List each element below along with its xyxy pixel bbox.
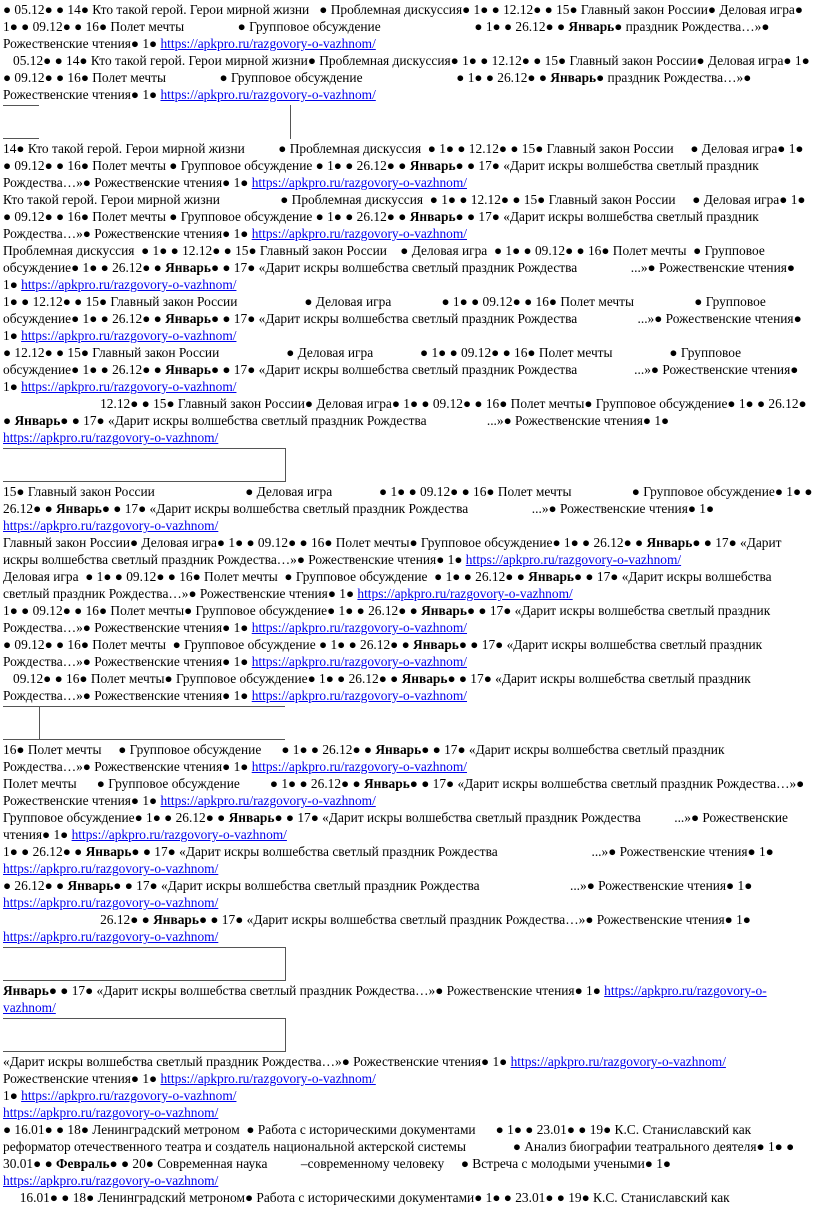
- resource-link[interactable]: https://apkpro.ru/razgovory-o-vazhnom/: [21, 379, 237, 394]
- schedule-paragraph: [3, 602, 813, 636]
- resource-link[interactable]: https://apkpro.ru/razgovory-o-vazhnom/: [3, 1105, 219, 1120]
- schedule-text: 1● ● 12.12● ● 15● Главный закон России ● Деловая игра ● 1● ● 09.12● ● 16● Полет мечты ● Групповое обсуждение● 1● ● 26.12● ●: [3, 294, 766, 326]
- resource-link[interactable]: https://apkpro.ru/razgovory-o-vazhnom/: [251, 759, 468, 774]
- schedule-paragraph: [3, 395, 813, 446]
- schedule-paragraph: [3, 809, 813, 843]
- table-frame-lines: [3, 947, 813, 981]
- schedule-text: 1● ● 26.12● ●: [3, 844, 86, 859]
- month-label: Январь: [550, 70, 597, 85]
- schedule-text: ● 26.12● ●: [3, 878, 68, 893]
- frame-line: [3, 105, 39, 106]
- schedule-text: ● ● 17● «Дарит искры волшебства светлый праздник Рождества ...»● Рожественские чтения● 1●: [101, 501, 715, 516]
- frame-line: [3, 1051, 285, 1052]
- schedule-text: Деловая игра ● 1● ● 09.12● ● 16● Полет мечты ● Групповое обсуждение ● 1● ● 26.12● ●: [3, 569, 529, 584]
- resource-link[interactable]: https://apkpro.ru/razgovory-o-vazhnom/: [3, 1173, 219, 1188]
- table-frame-lines: [3, 706, 813, 740]
- frame-line: [3, 980, 285, 981]
- schedule-text: ● ● 17● «Дарит искры волшебства светлый праздник Рождества…»● Рожественские чтения● 1●: [198, 912, 751, 927]
- schedule-text: ● ● 17● «Дарит искры волшебства светлый праздник Рождества…»● Рожественские чтения● 1●: [3, 776, 805, 808]
- month-label: Январь: [363, 776, 410, 791]
- month-label: Январь: [375, 742, 422, 757]
- month-label: Январь: [165, 311, 211, 326]
- resource-link[interactable]: https://apkpro.ru/razgovory-o-vazhnom/: [3, 983, 767, 1015]
- resource-link[interactable]: https://apkpro.ru/razgovory-o-vazhnom/: [251, 226, 468, 241]
- schedule-text: ● ● 17● «Дарит искры волшебства светлый праздник Рождества…»● Рожественские чтения● 1●: [3, 671, 751, 703]
- frame-line: [39, 706, 40, 740]
- schedule-text: ● ● 17● «Дарит искры волшебства светлый праздник Рождества ...»● Рожественские чтения● 1●: [113, 878, 753, 893]
- month-label: Январь: [409, 158, 456, 173]
- resource-link[interactable]: https://apkpro.ru/razgovory-o-vazhnom/: [160, 36, 376, 51]
- resource-link[interactable]: https://apkpro.ru/razgovory-o-vazhnom/: [160, 87, 376, 102]
- schedule-paragraph: [3, 1189, 813, 1206]
- schedule-text: 26.12● ●: [3, 912, 154, 927]
- schedule-text: ● ● 17● «Дарит искры волшебства светлый праздник Рождества ...»● Рожественские чтения● 1●: [3, 362, 799, 394]
- schedule-paragraph: [3, 1070, 813, 1087]
- resource-link[interactable]: https://apkpro.ru/razgovory-o-vazhnom/: [3, 430, 219, 445]
- table-frame-lines: [3, 105, 813, 139]
- month-label: Январь: [165, 362, 211, 377]
- schedule-text: Групповое обсуждение● 1● ● 26.12● ●: [3, 810, 229, 825]
- month-label: Январь: [528, 569, 574, 584]
- schedule-text: ● ● 17● «Дарит искры волшебства светлый праздник Рождества ...»● Рожественские чтения● 1●: [3, 311, 802, 343]
- schedule-paragraph: [3, 483, 813, 534]
- month-label: Январь: [409, 209, 456, 224]
- schedule-paragraph: [3, 1, 813, 52]
- schedule-text: ● ● 17● «Дарит искры волшебства светлый праздник Рождества…»● Рожественские чтения● 1●: [3, 742, 725, 774]
- frame-line: [3, 739, 285, 740]
- month-label: Январь: [646, 535, 693, 550]
- schedule-text: ● ● 17● «Дарит искры волшебства светлый праздник Рождества…»● Рожественские чтения● 1●: [3, 569, 772, 601]
- schedule-paragraph: [3, 670, 813, 704]
- schedule-paragraph: [3, 344, 813, 395]
- schedule-paragraph: [3, 191, 813, 242]
- frame-line: [3, 138, 39, 139]
- month-label: Январь: [56, 501, 102, 516]
- schedule-text: ● ● 17● «Дарит искры волшебства светлый праздник Рождества ...»● Рожественские чтения● 1●: [3, 260, 795, 292]
- schedule-text: ● ● 20● Современная наука –современному человеку ● Встреча с молодыми учеными● 1●: [109, 1156, 671, 1171]
- resource-link[interactable]: https://apkpro.ru/razgovory-o-vazhnom/: [21, 328, 237, 343]
- schedule-text: 14● Кто такой герой. Герои мирной жизни ● Проблемная дискуссия ● 1● ● 12.12● ● 15● Главный закон России ● Деловая игра● 1● ● 09.12● ● 16● Полет мечты ● Групповое обсуждение ● 1● ● 26.12● ●: [3, 141, 804, 173]
- resource-link[interactable]: https://apkpro.ru/razgovory-o-vazhnom/: [3, 895, 219, 910]
- schedule-paragraph: [3, 982, 813, 1016]
- schedule-text: 16.01● ● 18● Ленинградский метроном● Работа с историческими документами● 1● ● 23.01● ● 19● К.С. Станиславский как: [3, 1190, 730, 1205]
- schedule-text: Полет мечты ● Групповое обсуждение ● 1● ● 26.12● ●: [3, 776, 364, 791]
- schedule-text: Проблемная дискуссия ● 1● ● 12.12● ● 15● Главный закон России ● Деловая игра ● 1● ● 09.12● ● 16● Полет мечты ● Групповое обсуждение● 1● ● 26.12● ●: [3, 243, 765, 275]
- resource-link[interactable]: https://apkpro.ru/razgovory-o-vazhnom/: [21, 1088, 237, 1103]
- schedule-text: 12.12● ● 15● Главный закон России● Деловая игра● 1● ● 09.12● ● 16● Полет мечты● Групповое обсуждение● 1● ● 26.12● ●: [3, 396, 807, 428]
- month-label: Январь: [568, 19, 615, 34]
- schedule-text: 15● Главный закон России ● Деловая игра ● 1● ● 09.12● ● 16● Полет мечты ● Групповое обсуждение● 1● ● 26.12● ●: [3, 484, 813, 516]
- resource-link[interactable]: https://apkpro.ru/razgovory-o-vazhnom/: [71, 827, 287, 842]
- month-label: Январь: [85, 844, 132, 859]
- schedule-text: 16● Полет мечты ● Групповое обсуждение ● 1● ● 26.12● ●: [3, 742, 376, 757]
- schedule-paragraph: [3, 568, 813, 602]
- schedule-text: ● праздник Рождества…»● Рожественские чтения● 1●: [3, 70, 752, 102]
- schedule-paragraph: [3, 534, 813, 568]
- schedule-text: ● ● 17● «Дарит искры волшебства светлый праздник Рождества…»● Рожественские чтения● 1●: [3, 535, 782, 567]
- schedule-text: ● 09.12● ● 16● Полет мечты ● Групповое обсуждение ● 1● ● 26.12● ●: [3, 637, 414, 652]
- month-label: Январь: [413, 637, 459, 652]
- resource-link[interactable]: https://apkpro.ru/razgovory-o-vazhnom/: [21, 277, 237, 292]
- schedule-text: 09.12● ● 16● Полет мечты● Групповое обсуждение● 1● ● 26.12● ●: [3, 671, 402, 686]
- schedule-text: ● ● 17● «Дарит искры волшебства светлый праздник Рождества…»● Рожественские чтения● 1●: [48, 983, 605, 998]
- schedule-paragraph: [3, 636, 813, 670]
- schedule-text: Рожественские чтения● 1●: [3, 1071, 161, 1086]
- resource-link[interactable]: https://apkpro.ru/razgovory-o-vazhnom/: [251, 175, 468, 190]
- resource-link[interactable]: https://apkpro.ru/razgovory-o-vazhnom/: [357, 586, 573, 601]
- schedule-text: ● ● 17● «Дарит искры волшебства светлый праздник Рождества ...»● Рожественские чтения● 1●: [60, 413, 670, 428]
- schedule-paragraph: [3, 741, 813, 775]
- schedule-text: ● 12.12● ● 15● Главный закон России ● Деловая игра ● 1● ● 09.12● ● 16● Полет мечты ● Групповое обсуждение● 1● ● 26.12● ●: [3, 345, 742, 377]
- frame-line: [285, 1018, 286, 1052]
- schedule-paragraph: [3, 293, 813, 344]
- schedule-text: ● 16.01● ● 18● Ленинградский метроном ● Работа с историческими документами ● 1● ● 23.01● ● 19● К.С. Станиславский как реформатор отечественного театра и создатель национальной актерской системы ● Анализ биографии театрального деятеля● 1● ● 30.01● ●: [3, 1122, 795, 1171]
- frame-line: [3, 448, 285, 449]
- month-label: Январь: [401, 671, 448, 686]
- schedule-paragraph: [3, 775, 813, 809]
- table-frame-lines: [3, 448, 813, 482]
- resource-link[interactable]: https://apkpro.ru/razgovory-o-vazhnom/: [3, 518, 219, 533]
- schedule-text: ● ● 17● «Дарит искры волшебства светлый праздник Рождества ...»● Рожественские чтения● 1●: [131, 844, 774, 859]
- schedule-text: Главный закон России● Деловая игра● 1● ● 09.12● ● 16● Полет мечты● Групповое обсуждение● 1● ● 26.12● ●: [3, 535, 647, 550]
- month-label: Январь: [165, 260, 211, 275]
- schedule-text: ● ● 17● «Дарит искры волшебства светлый праздник Рождества…»● Рожественские чтения● 1●: [3, 637, 763, 669]
- schedule-text: «Дарит искры волшебства светлый праздник Рождества…»● Рожественские чтения● 1●: [3, 1054, 511, 1069]
- frame-line: [3, 1018, 285, 1019]
- table-frame-lines: [3, 1018, 813, 1052]
- schedule-text: Кто такой герой. Герои мирной жизни ● Проблемная дискуссия ● 1● ● 12.12● ● 15● Главный закон России ● Деловая игра● 1● ● 09.12● ● 16● Полет мечты ● Групповое обсуждение ● 1● ● 26.12● ●: [3, 192, 806, 224]
- schedule-paragraph: [3, 242, 813, 293]
- month-label: Январь: [153, 912, 199, 927]
- month-label: Январь: [228, 810, 275, 825]
- schedule-paragraph: [3, 1104, 813, 1121]
- resource-link[interactable]: https://apkpro.ru/razgovory-o-vazhnom/: [510, 1054, 726, 1069]
- month-label: Февраль: [56, 1156, 110, 1171]
- schedule-text: 1● ● 09.12● ● 16● Полет мечты● Групповое обсуждение● 1● ● 26.12● ●: [3, 603, 422, 618]
- schedule-text: ● 05.12● ● 14● Кто такой герой. Герои мирной жизни ● Проблемная дискуссия● 1● ● 12.12● ● 15● Главный закон России● Деловая игра● 1● ● 09.12● ● 16● Полет мечты ● Групповое обсуждение ● 1● ● 26.12● ●: [3, 2, 803, 34]
- schedule-paragraph: [3, 1087, 813, 1104]
- schedule-paragraph: [3, 1121, 813, 1189]
- schedule-paragraph: [3, 877, 813, 911]
- frame-line: [3, 481, 285, 482]
- schedule-text: ● ● 17● «Дарит искры волшебства светлый праздник Рождества…»● Рожественские чтения● 1●: [3, 603, 771, 635]
- frame-line: [3, 706, 285, 707]
- schedule-paragraph: [3, 1053, 813, 1070]
- schedule-paragraph: [3, 140, 813, 191]
- month-label: Январь: [3, 983, 49, 998]
- frame-line: [285, 947, 286, 981]
- resource-link[interactable]: https://apkpro.ru/razgovory-o-vazhnom/: [160, 793, 376, 808]
- month-label: Январь: [67, 878, 114, 893]
- month-label: Январь: [14, 413, 61, 428]
- resource-link[interactable]: https://apkpro.ru/razgovory-o-vazhnom/: [160, 1071, 376, 1086]
- schedule-text: ● ● 17● «Дарит искры волшебства светлый праздник Рождества…»● Рожественские чтения● 1●: [3, 158, 759, 190]
- schedule-text: 1●: [3, 1088, 22, 1103]
- schedule-paragraph: [3, 911, 813, 945]
- schedule-text: 05.12● ● 14● Кто такой герой. Герои мирной жизни● Проблемная дискуссия● 1● ● 12.12● ● 15● Главный закон России● Деловая игра● 1● ● 09.12● ● 16● Полет мечты ● Групповое обсуждение ● 1● ● 26.12● ●: [3, 53, 810, 85]
- schedule-paragraph: [3, 52, 813, 103]
- frame-line: [290, 105, 291, 139]
- month-label: Январь: [421, 603, 467, 618]
- frame-line: [285, 448, 286, 482]
- schedule-text: ● праздник Рождества…»● Рожественские чтения● 1●: [3, 19, 770, 51]
- resource-link[interactable]: https://apkpro.ru/razgovory-o-vazhnom/: [251, 688, 468, 703]
- schedule-text: ● ● 17● «Дарит искры волшебства светлый праздник Рождества ...»● Рожественские чтения● 1●: [3, 810, 788, 842]
- resource-link[interactable]: https://apkpro.ru/razgovory-o-vazhnom/: [3, 861, 219, 876]
- resource-link[interactable]: https://apkpro.ru/razgovory-o-vazhnom/: [251, 620, 468, 635]
- resource-link[interactable]: https://apkpro.ru/razgovory-o-vazhnom/: [251, 654, 468, 669]
- resource-link[interactable]: https://apkpro.ru/razgovory-o-vazhnom/: [465, 552, 682, 567]
- frame-line: [3, 947, 285, 948]
- schedule-paragraph: [3, 843, 813, 877]
- schedule-text: ● ● 17● «Дарит искры волшебства светлый праздник Рождества…»● Рожественские чтения● 1●: [3, 209, 759, 241]
- resource-link[interactable]: https://apkpro.ru/razgovory-o-vazhnom/: [3, 929, 219, 944]
